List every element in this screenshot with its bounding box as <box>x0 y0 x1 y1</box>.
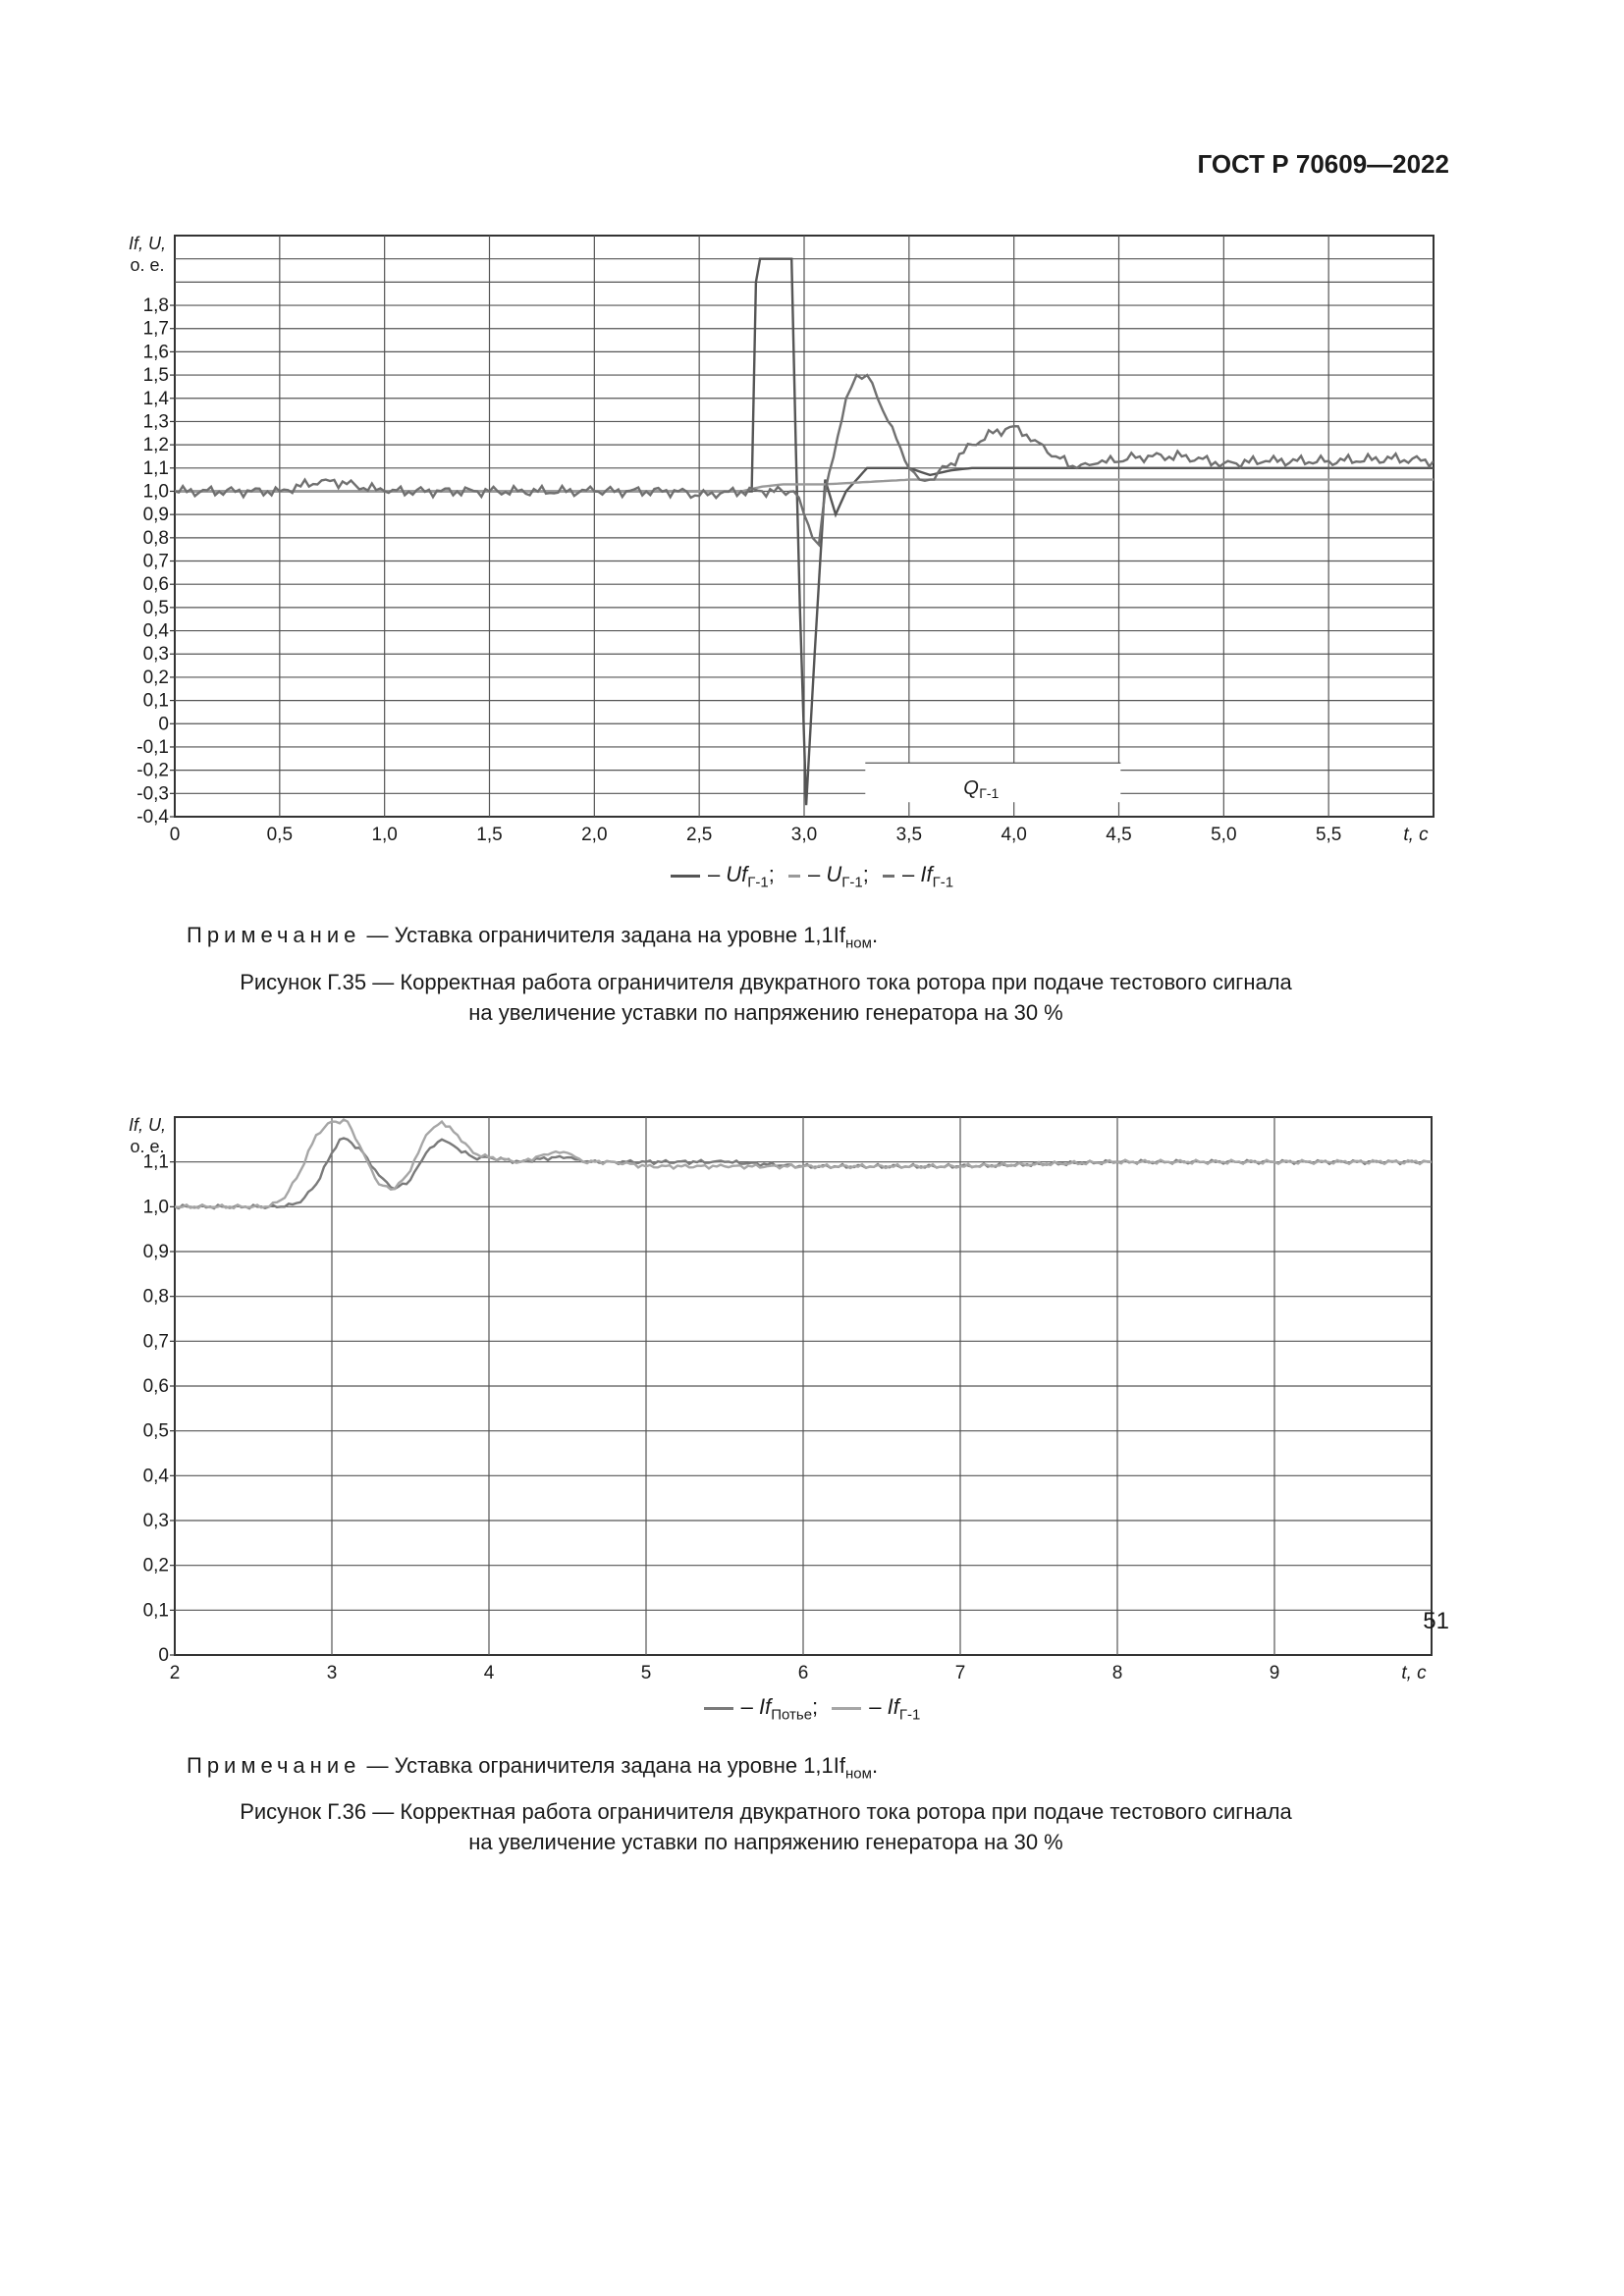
figure-35-note <box>187 923 878 951</box>
y-tick-label: 0,4 <box>142 1466 169 1487</box>
y-tick-label: 0,1 <box>142 1600 169 1622</box>
y-tick-label: 0 <box>158 714 169 735</box>
x-tick-label: 2 <box>169 1663 181 1683</box>
legend-item-u: – $U_{Г-1}$; <box>788 862 869 890</box>
y-tick-label: 0,6 <box>142 574 169 596</box>
y-tick-label: 1,3 <box>142 411 169 433</box>
y-tick-label: 0,4 <box>142 620 169 642</box>
x-tick-label: 5,5 <box>1315 825 1342 845</box>
legend-item-uf: – $Uf_{Г-1}$; <box>671 862 775 890</box>
legend-sep: ; <box>862 862 869 886</box>
x-tick-label: 1,5 <box>476 825 503 845</box>
annotation-label: Q <box>963 777 979 800</box>
note-prefix: Примечание <box>187 1753 361 1778</box>
page-number: 51 <box>1423 1608 1449 1634</box>
y-tick-label: 1,5 <box>142 365 169 387</box>
legend-label: Uf <box>726 862 748 886</box>
figure-36-chart <box>0 1099 1624 1703</box>
caption-line-2: на увеличение уставки по напряжению генератора на 30 % <box>468 1000 1063 1025</box>
y-tick-label: 0,7 <box>142 551 169 572</box>
legend-label: If <box>758 1694 772 1719</box>
annotation-sub: Г-1 <box>979 785 1000 802</box>
x-tick-label: 0,5 <box>266 825 294 845</box>
y-tick-label: 0,3 <box>142 1511 169 1531</box>
legend-sub: Г-1 <box>898 1706 921 1724</box>
legend-sub: Г-1 <box>747 874 769 891</box>
y-tick-label: 1,8 <box>142 295 169 317</box>
x-tick-label: 4 <box>483 1663 495 1683</box>
x-tick-label: 8 <box>1111 1663 1123 1683</box>
legend-sep: ; <box>768 862 775 886</box>
x-tick-label: 5 <box>640 1663 652 1683</box>
y-tick-label: 0,1 <box>142 690 169 712</box>
y-tick-label: -0,1 <box>136 736 169 758</box>
x-tick-label: 4,0 <box>1001 825 1027 845</box>
figure-36-caption <box>147 1796 1384 1857</box>
x-tick-label: 3,0 <box>790 825 818 845</box>
y-tick-label: 0,6 <box>142 1376 169 1397</box>
x-tick-label: 9 <box>1269 1663 1280 1683</box>
y-tick-label: 1,4 <box>142 388 169 409</box>
x-tick-label: 0 <box>169 825 181 845</box>
y-tick-label: -0,2 <box>136 760 169 781</box>
legend-sub: Г-1 <box>932 874 954 891</box>
x-axis-label: t, с <box>1401 1663 1427 1683</box>
figure-35-legend <box>0 862 1624 890</box>
note-end: . <box>871 923 879 947</box>
y-tick-label: 1,7 <box>142 318 169 340</box>
x-axis-label: t, с <box>1403 825 1429 845</box>
y-axis-label-line1: If, U, <box>128 1115 167 1135</box>
note-text: — Уставка ограничителя задана на уровне 1,1If <box>360 923 846 947</box>
y-tick-label: 0,8 <box>142 527 169 549</box>
legend-label: U <box>826 862 842 886</box>
x-tick-label: 2,5 <box>685 825 713 845</box>
y-tick-label: 0,9 <box>142 1242 169 1262</box>
y-tick-label: 0,2 <box>142 1555 169 1576</box>
note-text: — Уставка ограничителя задана на уровне 1,1If <box>360 1753 846 1778</box>
y-tick-label: -0,3 <box>136 783 169 805</box>
y-tick-label: 1,2 <box>142 435 169 456</box>
x-tick-label: 6 <box>797 1663 809 1683</box>
legend-line-u <box>788 875 800 878</box>
figure-35-caption <box>147 967 1384 1028</box>
legend-line-if-g1 <box>832 1707 861 1710</box>
document-code: ГОСТ Р 70609—2022 <box>1197 149 1449 179</box>
x-tick-label: 7 <box>954 1663 966 1683</box>
y-axis-label-line2: о. е. <box>130 255 165 275</box>
y-tick-label: 0,3 <box>142 644 169 666</box>
caption-line-1: Рисунок Г.35 — Корректная работа ограничителя двукратного тока ротора при подаче тестового сигнала <box>240 970 1292 994</box>
y-tick-label: 0,5 <box>142 1420 169 1442</box>
legend-item-if-potier: – $If_{Потье}$; <box>704 1694 819 1723</box>
y-axis-label-line1: If, U, <box>128 234 167 253</box>
legend-sub: Потье <box>771 1706 813 1724</box>
y-tick-label: 0,8 <box>142 1286 169 1308</box>
note-sub: ном <box>845 934 872 952</box>
x-tick-label: 3,5 <box>895 825 923 845</box>
figure-36-note <box>187 1753 878 1782</box>
x-tick-label: 2,0 <box>581 825 608 845</box>
note-prefix: Примечание <box>187 923 361 947</box>
y-tick-label: 0,7 <box>142 1331 169 1353</box>
y-tick-label: 1,1 <box>142 457 169 479</box>
y-tick-label: 0 <box>158 1645 169 1666</box>
figure-35-chart <box>0 220 1624 863</box>
legend-sub: Г-1 <box>841 874 863 891</box>
y-tick-label: 0,2 <box>142 667 169 688</box>
note-sub: ном <box>845 1765 872 1783</box>
caption-line-1: Рисунок Г.36 — Корректная работа ограничителя двукратного тока ротора при подаче тестового сигнала <box>240 1799 1292 1824</box>
y-tick-label: 1,6 <box>142 342 169 363</box>
x-tick-label: 4,5 <box>1106 825 1132 845</box>
x-tick-label: 3 <box>326 1663 338 1683</box>
y-tick-label: 1,0 <box>142 481 169 503</box>
legend-line-if-potier <box>704 1707 733 1710</box>
y-axis-label-line2: о. е. <box>130 1137 165 1156</box>
note-end: . <box>871 1753 879 1778</box>
y-tick-label: -0,4 <box>136 807 169 828</box>
y-tick-label: 1,1 <box>142 1151 169 1173</box>
x-tick-label: 5,0 <box>1211 825 1237 845</box>
legend-label: If <box>887 1694 899 1719</box>
legend-line-if <box>883 875 894 878</box>
y-tick-label: 0,5 <box>142 597 169 618</box>
legend-item-if: – $If_{Г-1}$ <box>883 862 953 890</box>
y-tick-label: 1,0 <box>142 1197 169 1218</box>
x-tick-label: 1,0 <box>371 825 398 845</box>
legend-item-if-g1: – $If_{Г-1}$ <box>832 1694 920 1723</box>
figure-36-legend <box>0 1694 1624 1723</box>
legend-sep: ; <box>812 1694 819 1719</box>
y-tick-label: 0,9 <box>142 505 169 526</box>
caption-line-2: на увеличение уставки по напряжению генератора на 30 % <box>468 1830 1063 1854</box>
legend-label: If <box>920 862 933 886</box>
legend-line-uf <box>671 875 700 878</box>
